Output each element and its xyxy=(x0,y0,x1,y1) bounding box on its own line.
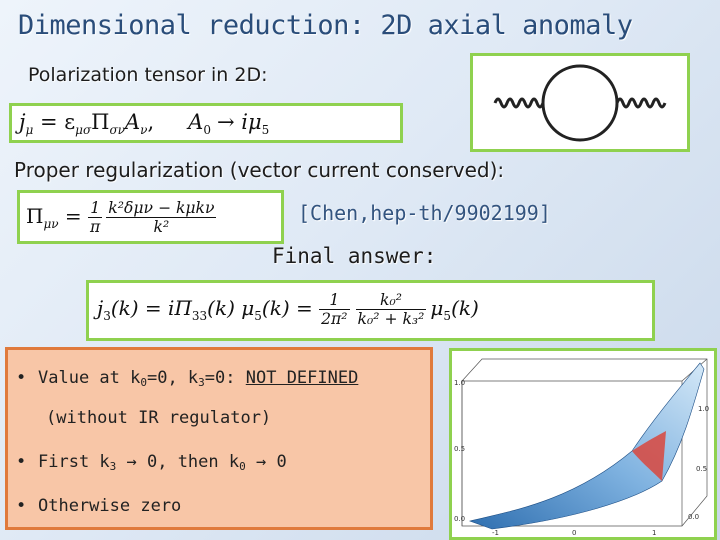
final-formula: $j_3(k) = i\Pi_{33}(k) \mu_5(k)$ = $\frac{1}{\text{2π²}}$ $\frac{\text{k₀²}}{\text{k₀² + k₃²}}$ $\mu_5(k)$ xyxy=(97,291,479,328)
surface-main xyxy=(470,363,704,529)
page-title: Dimensional reduction: 2D axial anomaly xyxy=(18,10,633,41)
feynman-diagram xyxy=(473,56,687,149)
z-tick-2: 0.5 xyxy=(454,445,466,453)
notes-box xyxy=(5,347,433,530)
regularization-formula-box xyxy=(17,190,284,244)
polarization-formula-box xyxy=(9,103,403,143)
x-tick-1: -1 xyxy=(492,529,499,537)
note-item-not-defined: • Value at $k_0=0$, $k_3=0$: NOT DEFINED xyxy=(16,368,359,389)
regularization-heading: Proper regularization (vector current conserved): xyxy=(14,158,505,182)
surface-plot-svg xyxy=(452,351,714,537)
y-tick-1: 0.0 xyxy=(688,513,700,521)
polarization-formula: $j_\mu = \varepsilon_{\mu\sigma}\Pi_{\sigma\nu}A_\nu$, $A_0 \to i\mu_5$ xyxy=(19,110,270,138)
not-defined-emphasis: NOT DEFINED xyxy=(245,368,359,388)
note-item-otherwise-zero: • Otherwise zero xyxy=(16,496,182,516)
surface-plot xyxy=(449,348,717,540)
y-tick-3: 1.0 xyxy=(698,405,710,413)
x-tick-3: 1 xyxy=(652,529,657,537)
regularization-formula: $\Pi_{\mu\nu}$ = $\frac{1}{\pi}$ $\frac{\text{k²δμν − kμkν}}{\text{k²}}$ xyxy=(26,199,215,236)
final-answer-label: Final answer: xyxy=(272,244,437,268)
z-tick-1: 1.0 xyxy=(454,379,466,387)
polarization-heading: Polarization tensor in 2D: xyxy=(28,64,268,86)
y-tick-2: 0.5 xyxy=(696,465,708,473)
z-tick-3: 0.0 xyxy=(454,515,466,523)
citation: [Chen,hep-th/9902199] xyxy=(298,201,551,225)
feynman-diagram-box xyxy=(470,53,690,152)
x-tick-2: 0 xyxy=(572,529,577,537)
note-item-ir-regulator: (without IR regulator) xyxy=(46,408,272,428)
note-item-limit-order: • First $k_3 \to 0$, then $k_0 \to 0$ xyxy=(16,452,287,473)
final-formula-box xyxy=(86,280,655,341)
